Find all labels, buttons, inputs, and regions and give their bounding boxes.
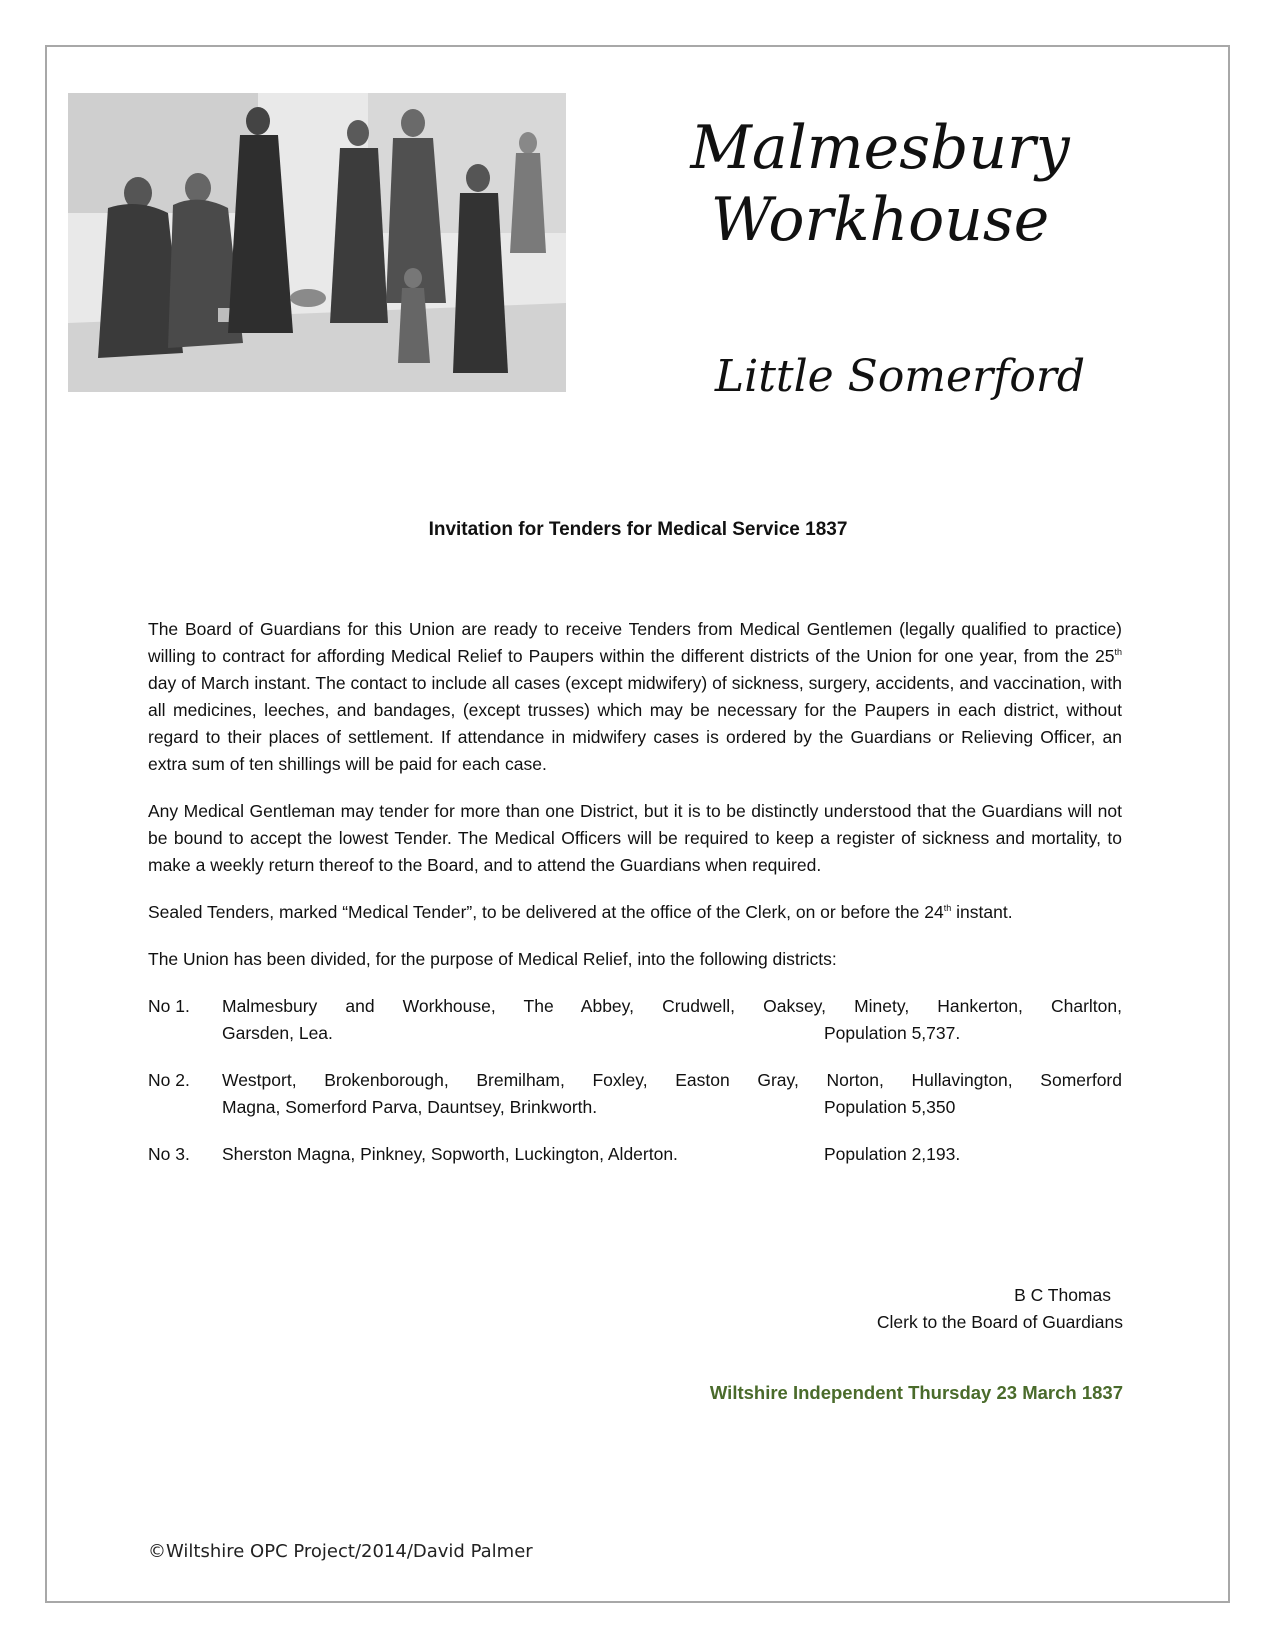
district-number: No 2. (148, 1070, 190, 1090)
district-places: Garsden, Lea. (222, 1023, 333, 1043)
signature-name: B C Thomas (1014, 1285, 1111, 1305)
paragraph-text: day of March instant. The contact to include all cases (except midwifery) of sickness, surgery, accidents, and vaccination, with all medicines, leeches, and bandages, (except trusses) which may be necessary for the Paupers in each district, without regard to their places of settlement. If attendance in midwifery cases is ordered by the Guardians or Relieving Officer, an extra sum of ten shillings will be paid for each case. (148, 673, 1122, 774)
signature-title: Clerk to the Board of Guardians (876, 1312, 1123, 1332)
title-line-malmesbury: Malmesbury (690, 113, 1070, 183)
district-places: Malmesbury and Workhouse, The Abbey, Crudwell, Oaksey, Minety, Hankerton, Charlton, (222, 996, 1122, 1016)
paragraph-text: Sealed Tenders, marked “Medical Tender”, to be delivered at the office of the Clerk, on or before the 24 (148, 902, 944, 922)
district-places: Magna, Somerford Parva, Dauntsey, Brinkworth. (222, 1097, 598, 1117)
district-places: Westport, Brokenborough, Bremilham, Foxley, Easton Gray, Norton, Hullavington, Somerford (222, 1070, 1122, 1090)
ordinal-suffix: th (1114, 647, 1122, 658)
district-population: Population 5,737. (824, 1023, 961, 1043)
ordinal-suffix: th (943, 903, 952, 914)
district-number: No 1. (148, 996, 190, 1016)
workhouse-engraving-illustration (68, 93, 566, 392)
paragraph-tender-conditions: Any Medical Gentleman may tender for more than one District, but it is to be distinctly understood that the Guardians will not be bound to accept the lowest Tender. The Medical Officers will be required to keep a register of sickness and mortality, to make a weekly return thereof to the Board, and to attend the Guardians when required. (148, 801, 1122, 875)
district-population: Population 5,350 (824, 1097, 956, 1117)
notice-heading: Invitation for Tenders for Medical Service 1837 (428, 519, 848, 540)
copyright-footer: ©Wiltshire OPC Project/2014/David Palmer (148, 1541, 533, 1562)
district-item (148, 1067, 1122, 1121)
document-subtitle: Little Somerford (714, 351, 1086, 402)
title-line-workhouse: Workhouse (710, 185, 1050, 255)
paragraph-tender-invitation (148, 616, 1122, 778)
district-number: No 3. (148, 1144, 190, 1164)
signature-block (700, 1282, 1123, 1336)
district-item (148, 1141, 1122, 1168)
newspaper-source: Wiltshire Independent Thursday 23 March 1837 (709, 1382, 1123, 1403)
paragraph-sealed-tenders (148, 899, 1122, 926)
district-population: Population 2,193. (824, 1144, 961, 1164)
document-title (620, 112, 1140, 256)
paragraph-text: The Board of Guardians for this Union are ready to receive Tenders from Medical Gentlemen (legally qualified to practice) willing to contract for affording Medical Relief to Paupers within the different districts of the Union for one year, from the 25 (148, 619, 1122, 666)
notice-body (148, 616, 1122, 1188)
district-item (148, 993, 1122, 1047)
district-places: Sherston Magna, Pinkney, Sopworth, Luckington, Alderton. (222, 1144, 678, 1164)
paragraph-text: instant. (951, 902, 1013, 922)
paragraph-districts-intro: The Union has been divided, for the purpose of Medical Relief, into the following districts: (148, 949, 837, 969)
